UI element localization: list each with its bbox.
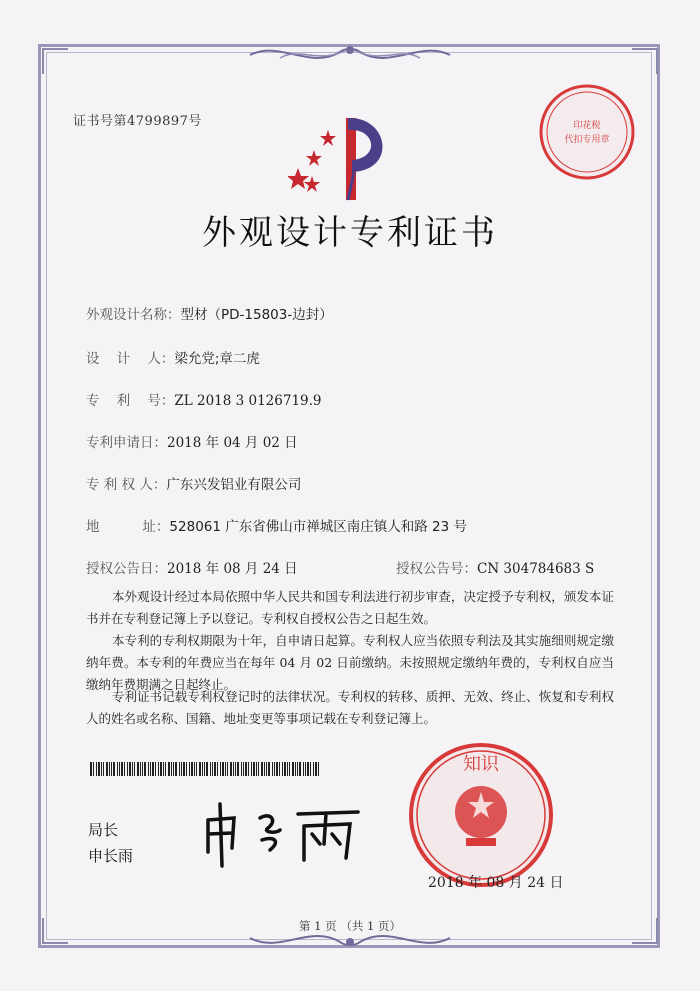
barcode-bar (155, 762, 156, 776)
barcode-bar (111, 762, 112, 776)
barcode-bar (163, 762, 164, 776)
barcode-bar (217, 762, 218, 776)
barcode-bar (168, 762, 170, 776)
tax-stamp-seal-icon (537, 82, 637, 182)
barcode-bar (202, 762, 203, 776)
grant-number-value: CN 304784683 S (477, 561, 595, 577)
barcode-bar (119, 762, 120, 776)
filing-date-row (86, 431, 298, 451)
barcode-bar (90, 762, 92, 776)
barcode-bar (318, 762, 319, 776)
field-label: 专 利 号： (86, 393, 175, 409)
patent-number-row (86, 389, 322, 409)
barcode-bar (214, 762, 216, 776)
barcode-bar (268, 762, 270, 776)
barcode-bar (204, 762, 205, 776)
barcode-bar (295, 762, 296, 776)
certificate-title: 外观设计专利证书 (202, 213, 498, 253)
grant-date-row (86, 557, 298, 577)
barcode-bar (106, 762, 108, 776)
patentee-value: 广东兴发铝业有限公司 (166, 477, 302, 493)
address-row (86, 515, 467, 535)
barcode-bar (245, 762, 247, 776)
barcode-bar (307, 762, 309, 776)
svg-text:印花税: 印花税 (573, 121, 601, 131)
filing-date-value: 2018 年 04 月 02 日 (167, 435, 298, 451)
barcode-bar (121, 762, 123, 776)
barcode-bar (158, 762, 159, 776)
barcode-bar (248, 762, 249, 776)
barcode-bar (272, 762, 273, 776)
corner-ornament (632, 48, 658, 74)
design-name-row (86, 303, 333, 323)
barcode-bar (171, 762, 172, 776)
director-title: 局长 (88, 821, 119, 839)
field-label: 外观设计名称： (86, 307, 181, 323)
barcode-bar (220, 762, 221, 776)
barcode-bar (181, 762, 182, 776)
barcode-bar (142, 762, 143, 776)
barcode-bar (241, 762, 242, 776)
barcode-bar (235, 762, 236, 776)
barcode-bar (276, 762, 278, 776)
patentee-row (86, 473, 301, 493)
barcode-bar (140, 762, 141, 776)
barcode-bar (305, 762, 306, 776)
barcode-bar (144, 762, 146, 776)
barcode-bar (266, 762, 267, 776)
patent-number-value: ZL 2018 3 0126719.9 (174, 393, 322, 409)
paragraph-3: 专利证书记载专利权登记时的法律状况。专利权的转移、质押、无效、终止、恢复和专利权人的姓名或名称、国籍、地址变更等事项记载在专利登记簿上。 (86, 689, 614, 726)
corner-ornament (42, 48, 68, 74)
barcode-bar (210, 762, 211, 776)
barcode-bar (315, 762, 317, 776)
barcode-bar (287, 762, 288, 776)
grant-number-row (396, 557, 594, 577)
barcode-bar (98, 762, 100, 776)
barcode-bar (117, 762, 118, 776)
barcode-bar (233, 762, 234, 776)
barcode-bar (284, 762, 286, 776)
barcode-bar (127, 762, 128, 776)
barcode-bar (179, 762, 180, 776)
design-name-value: 型材（PD-15803-边封） (180, 307, 333, 323)
certificate-number: 证书号第4799897号 (73, 114, 202, 129)
barcode-bar (129, 762, 131, 776)
barcode-bar (183, 762, 185, 776)
barcode-bar (230, 762, 232, 776)
barcode-bar (313, 762, 314, 776)
barcode-bar (199, 762, 201, 776)
grant-date-value: 2018 年 08 月 24 日 (167, 561, 298, 577)
barcode-bar (251, 762, 252, 776)
patent-office-logo-icon (288, 110, 388, 202)
seal-date: 2018 年 08 月 24 日 (428, 875, 564, 891)
barcode-bar (160, 762, 162, 776)
barcode-bar (194, 762, 195, 776)
barcode-bar (222, 762, 224, 776)
barcode-bar (299, 762, 301, 776)
barcode-bar (150, 762, 151, 776)
barcode-bar (206, 762, 208, 776)
top-ornament (240, 38, 460, 72)
barcode-bar (103, 762, 104, 776)
paragraph-1: 本外观设计经过本局依照中华人民共和国专利法进行初步审查，决定授予专利权，颁发本证书并在专利登记簿上予以登记。专利权自授权公告之日起生效。 (86, 589, 614, 626)
barcode-bar (258, 762, 259, 776)
paragraph-2: 本专利的专利权期限为十年，自申请日起算。专利权人应当依照专利法及其实施细则规定缴纳年费。本专利的年费应当在每年 04 月 02 日前缴纳。未按照规定缴纳年费的，专利权自应当缴纳年费期满之日起终止。 (86, 633, 614, 692)
barcode-bar (256, 762, 257, 776)
barcode-bar (292, 762, 294, 776)
barcode-bar (124, 762, 125, 776)
barcode-bar (289, 762, 290, 776)
barcode-bar (93, 762, 94, 776)
svg-text:代扣专用章: 代扣专用章 (564, 135, 610, 145)
barcode-bar (261, 762, 263, 776)
barcode-bar (101, 762, 102, 776)
field-label: 专利申请日： (86, 435, 167, 451)
barcode-bar (274, 762, 275, 776)
address-value: 528061 广东省佛山市禅城区南庄镇人和路 23 号 (169, 519, 468, 535)
barcode-bar (310, 762, 311, 776)
barcode-bar (165, 762, 166, 776)
field-label: 设 计 人： (86, 351, 175, 367)
barcode-bar (191, 762, 193, 776)
barcode-bar (175, 762, 177, 776)
barcode-bar (282, 762, 283, 776)
director-name: 申长雨 (88, 847, 134, 865)
barcode-bar (189, 762, 190, 776)
barcode-bar (152, 762, 154, 776)
barcode-bar (297, 762, 298, 776)
barcode-bar (96, 762, 97, 776)
barcode-bar (148, 762, 149, 776)
barcode-icon (90, 762, 322, 776)
barcode-bar (196, 762, 197, 776)
svg-text:知识: 知识 (463, 754, 499, 775)
field-label: 地 址： (86, 519, 170, 535)
barcode-bar (253, 762, 255, 776)
barcode-bar (243, 762, 244, 776)
barcode-bar (134, 762, 135, 776)
field-label: 专 利 权 人： (86, 477, 167, 493)
designer-row (86, 347, 260, 367)
barcode-bar (109, 762, 110, 776)
barcode-bar (264, 762, 265, 776)
national-ip-office-seal-icon (406, 740, 556, 890)
barcode-bar (113, 762, 115, 776)
barcode-bar (225, 762, 226, 776)
barcode-bar (212, 762, 213, 776)
barcode-bar (279, 762, 280, 776)
barcode-bar (227, 762, 228, 776)
barcode-bar (186, 762, 187, 776)
barcode-bar (237, 762, 239, 776)
director-signature (200, 800, 370, 870)
field-label: 授权公告日： (86, 561, 167, 577)
barcode-bar (173, 762, 174, 776)
barcode-bar (303, 762, 304, 776)
barcode-bar (132, 762, 133, 776)
field-label: 授权公告号： (396, 561, 477, 577)
page-footer: 第 1 页 （共 1 页） (299, 919, 401, 933)
barcode-bar (137, 762, 139, 776)
designer-value: 梁允党;章二虎 (174, 351, 260, 367)
